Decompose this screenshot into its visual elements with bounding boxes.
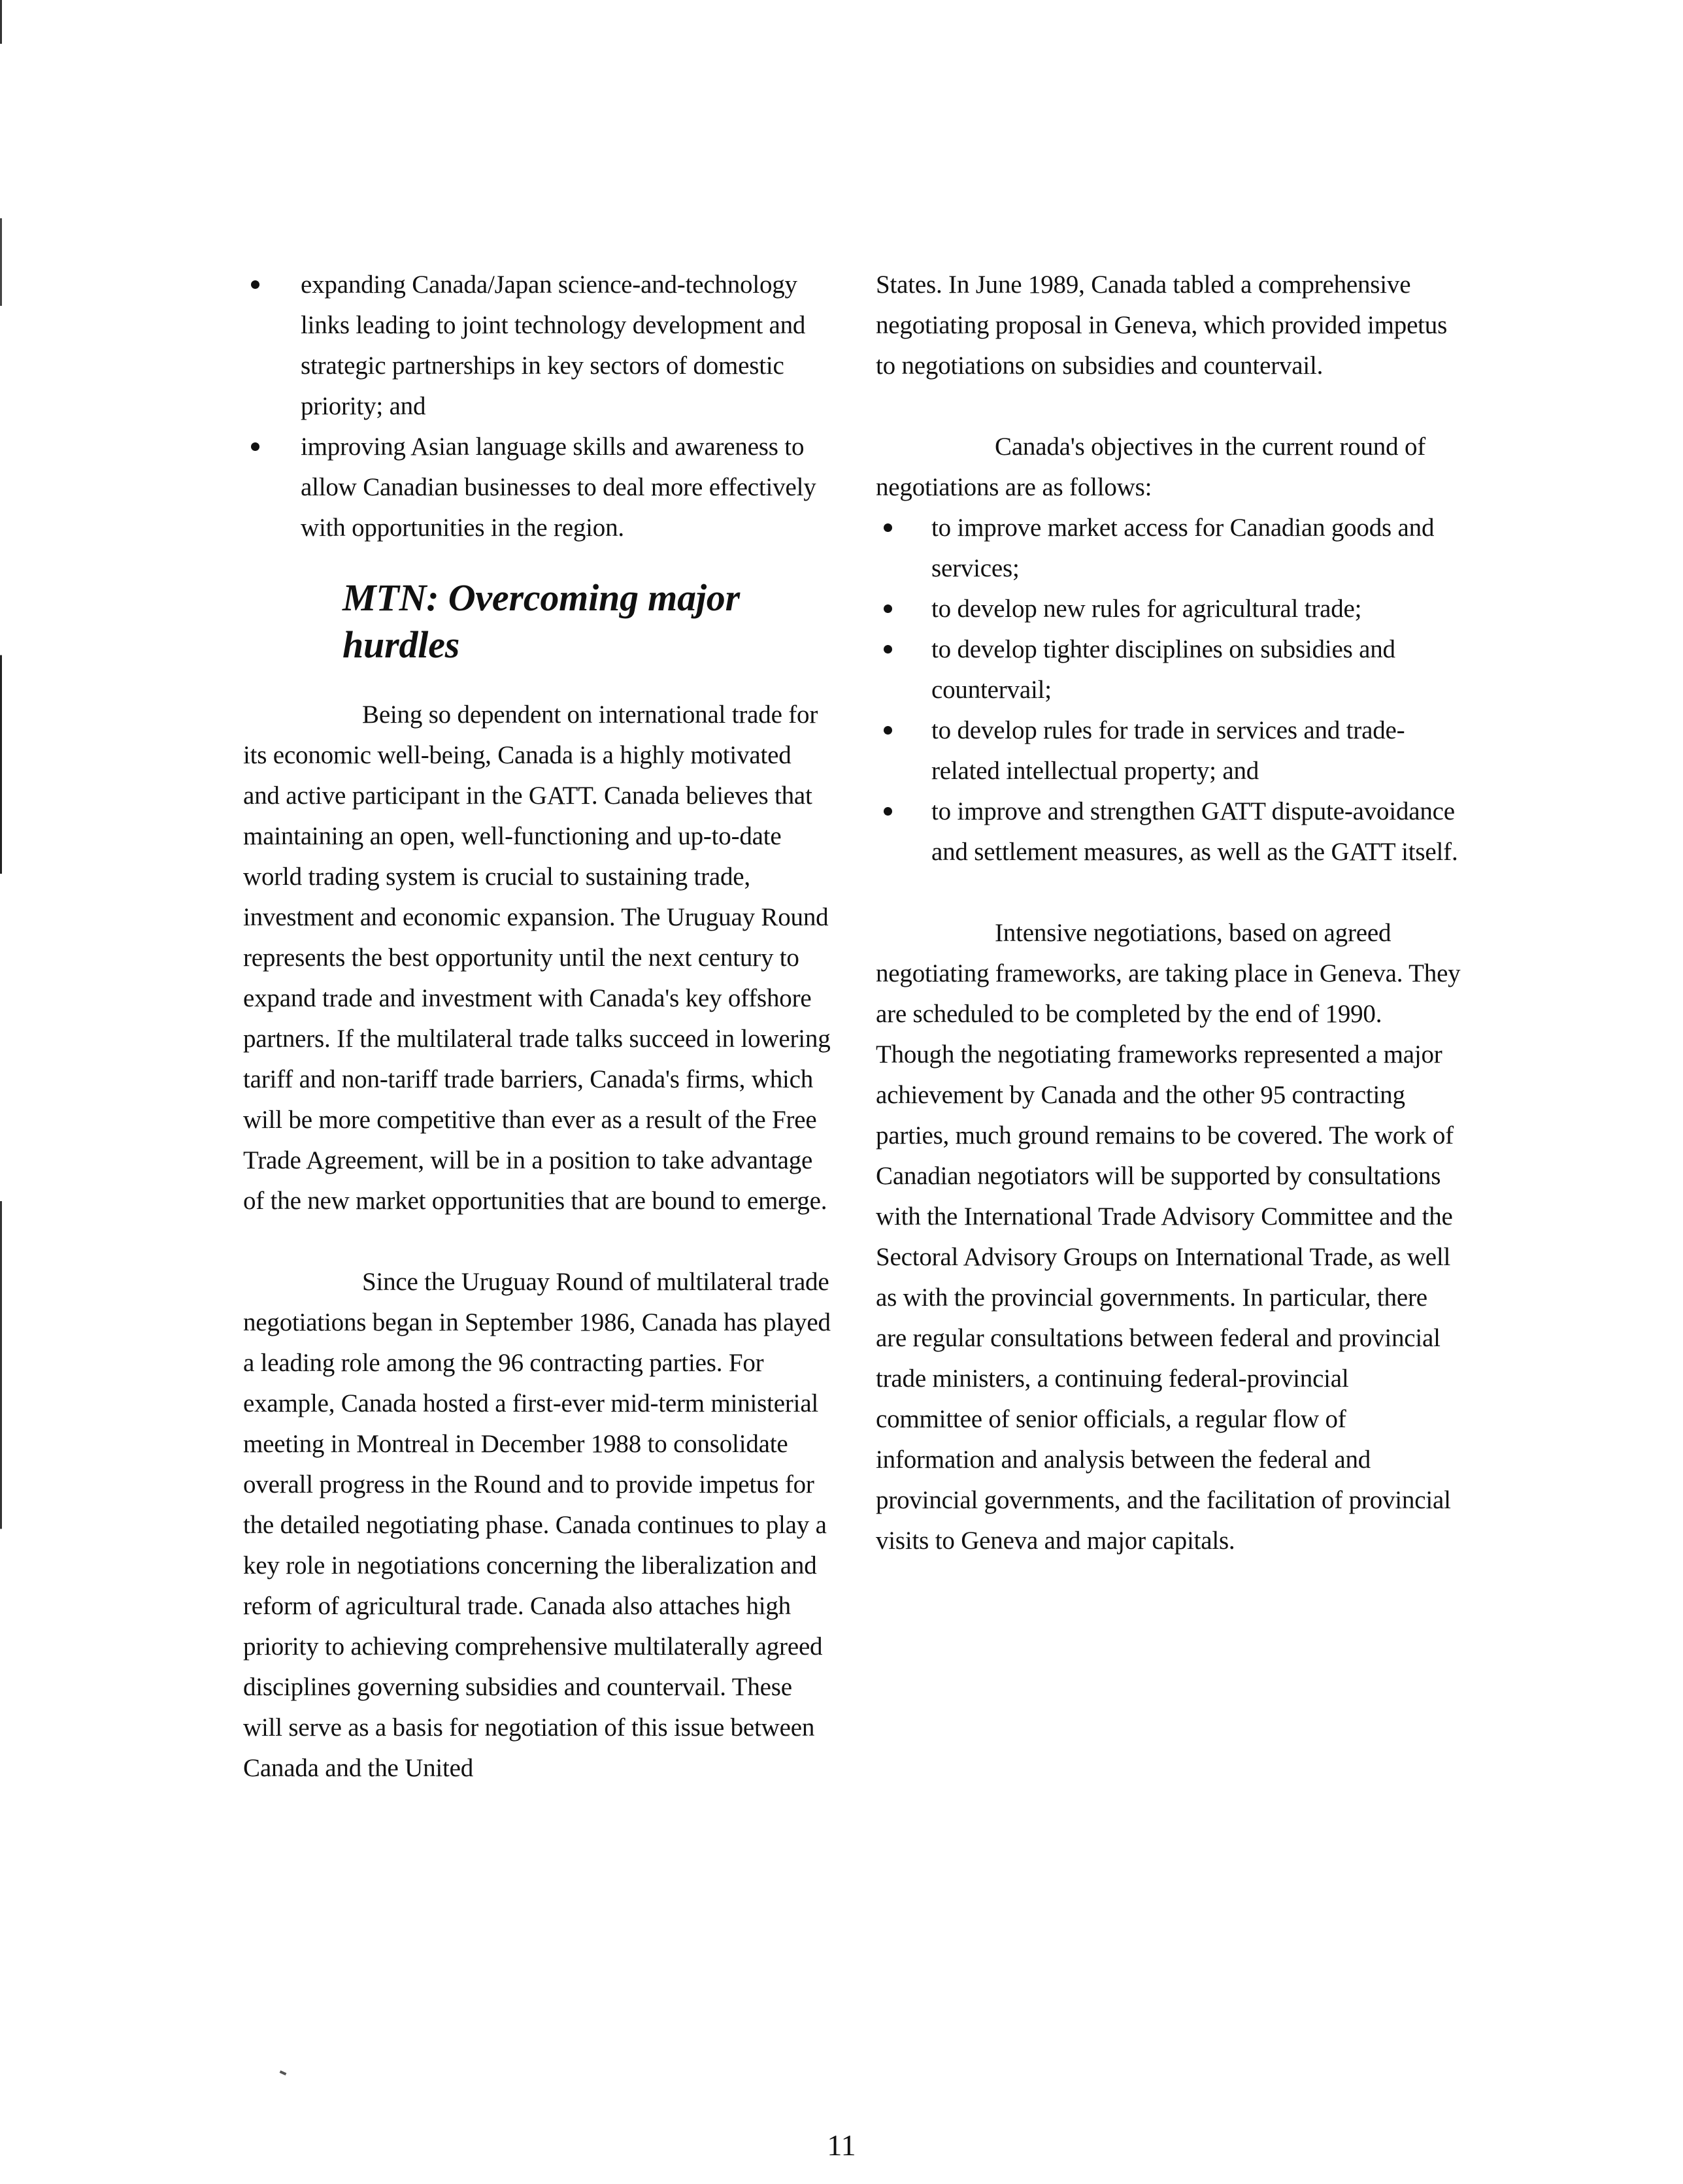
right-column	[876, 265, 1461, 1561]
paragraph-gap	[876, 872, 1461, 913]
scan-edge-artifact	[0, 0, 2, 2184]
paragraph: Canada's objectives in the current round of negotiations are as follows:	[876, 433, 1426, 501]
list-item: to develop rules for trade in services and trade-related intellectual property; and	[876, 710, 1461, 791]
left-column	[243, 265, 831, 1789]
list-item: to improve market access for Canadian goods and services;	[876, 508, 1461, 589]
paragraph: Since the Uruguay Round of multilateral trade negotiations began in September 1986, Canada has played a leading role among the 96 contracting parties. For example, Canada hosted a first-ever mid-term ministerial meeting in Montreal in December 1988 to consolidate overall progress in the Round and to provide impetus for the detailed negotiating phase. Canada continues to play a key role in negotiations concerning the liberalization and reform of agricultural trade. Canada also attaches high priority to achieving comprehensive multilaterally agreed disciplines governing subsidies and countervail. These will serve as a basis for negotiation of this issue between Canada and the United	[243, 1268, 831, 1782]
list-item: to develop tighter disciplines on subsidies and countervail;	[876, 629, 1461, 710]
section-heading: MTN: Overcoming major hurdles	[342, 576, 740, 666]
list-item: expanding Canada/Japan science-and-technology links leading to joint technology development and strategic partnerships in key sectors of domestic priority; and	[243, 265, 831, 427]
list-item: to develop new rules for agricultural trade;	[876, 589, 1461, 629]
list-item: improving Asian language skills and awareness to allow Canadian businesses to deal more effectively with opportunities in the region.	[243, 427, 831, 548]
page-number: 11	[827, 2128, 856, 2162]
list-item: to improve and strengthen GATT dispute-avoidance and settlement measures, as well as the GATT itself.	[876, 791, 1461, 872]
objectives-list	[876, 508, 1461, 872]
left-bullet-list	[243, 265, 831, 548]
scan-speck	[280, 2070, 287, 2076]
paragraph-gap	[876, 386, 1461, 427]
paragraph: Intensive negotiations, based on agreed negotiating frameworks, are taking place in Geneva. They are scheduled to be completed by the end of 1990. Though the negotiating frameworks represented a major achievement by Canada and the other 95 contracting parties, much ground remains to be covered. The work of Canadian negotiators will be supported by consultations with the International Trade Advisory Committee and the Sectoral Advisory Groups on International Trade, as well as with the provincial governments. In particular, there are regular consultations between federal and provincial trade ministers, a continuing federal-provincial committee of senior officials, a regular flow of information and analysis between the federal and provincial governments, and the facilitation of provincial visits to Geneva and major capitals.	[876, 919, 1461, 1555]
paragraph: States. In June 1989, Canada tabled a comprehensive negotiating proposal in Geneva, which provided impetus to negotiations on subsidies and countervail.	[876, 271, 1448, 380]
paragraph: Being so dependent on international trade for its economic well-being, Canada is a highly motivated and active participant in the GATT. Canada believes that maintaining an open, well-functioning and up-to-date world trading system is crucial to sustaining trade, investment and economic expansion. The Uruguay Round represents the best opportunity until the next century to expand trade and investment with Canada's key offshore partners. If the multilateral trade talks succeed in lowering tariff and non-tariff trade barriers, Canada's firms, which will be more competitive than ever as a result of the Free Trade Agreement, will be in a position to take advantage of the new market opportunities that are bound to emerge.	[243, 701, 831, 1215]
paragraph-gap	[243, 1221, 831, 1262]
